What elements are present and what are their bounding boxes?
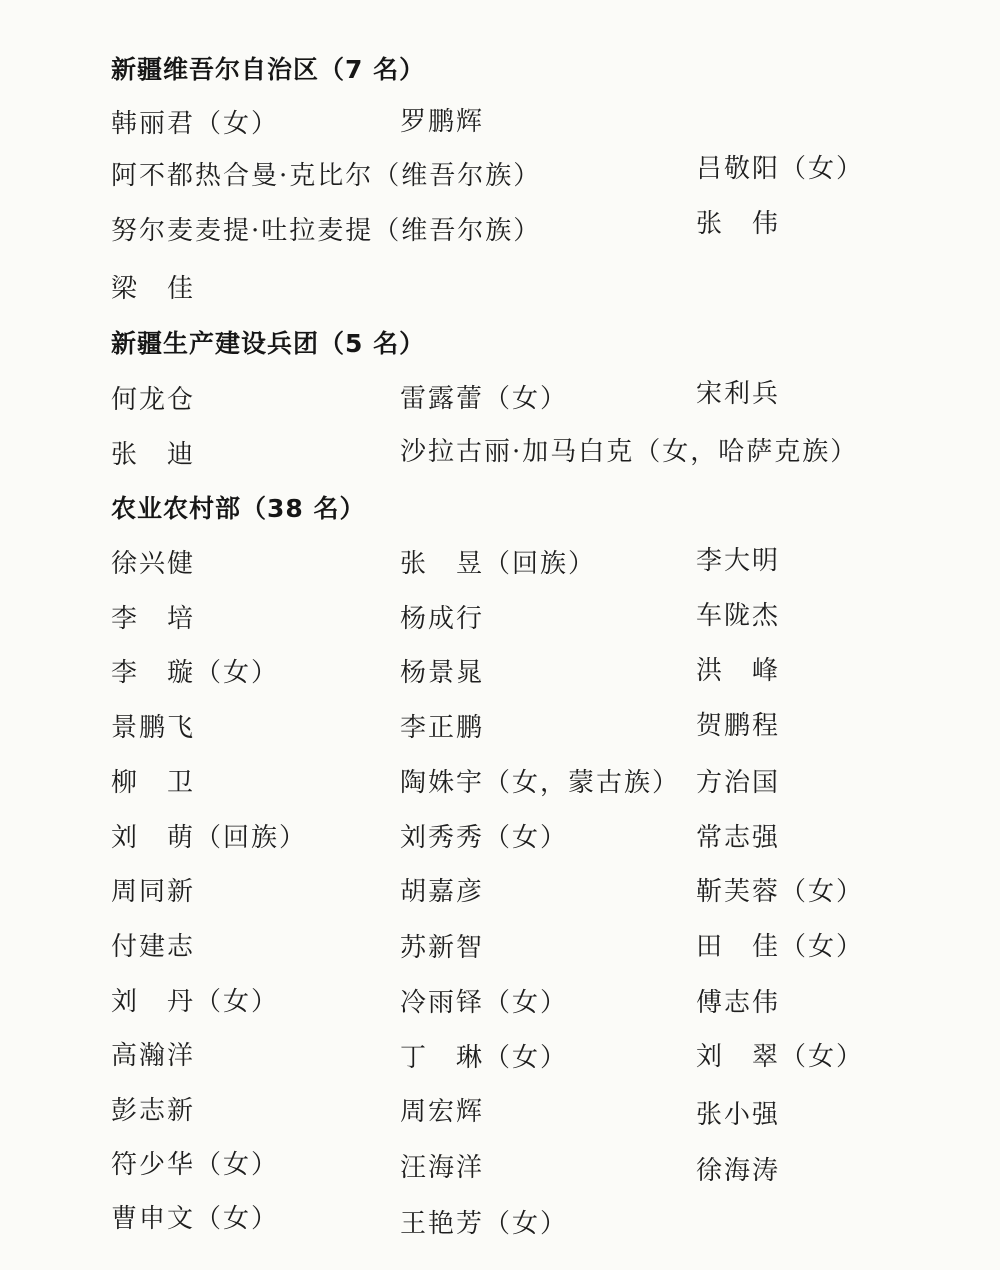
name-entry: 周宏辉 bbox=[400, 1097, 485, 1127]
name-entry: 徐兴健 bbox=[111, 549, 196, 579]
name-entry: 罗鹏辉 bbox=[400, 107, 485, 137]
name-entry: 刘 翠（女） bbox=[696, 1042, 865, 1072]
name-entry: 洪 峰 bbox=[696, 656, 781, 686]
name-entry: 王艳芳（女） bbox=[400, 1209, 569, 1239]
name-entry: 刘 萌（回族） bbox=[111, 823, 308, 853]
name-entry: 靳芙蓉（女） bbox=[696, 877, 865, 907]
name-entry: 李大明 bbox=[696, 546, 781, 576]
name-entry: 李 璇（女） bbox=[111, 658, 280, 688]
section-heading-moa: 农业农村部（38 名） bbox=[111, 494, 366, 523]
section-heading-bingtuan: 新疆生产建设兵团（5 名） bbox=[111, 329, 426, 358]
name-entry: 丁 琳（女） bbox=[400, 1043, 569, 1073]
name-entry: 李 培 bbox=[111, 604, 196, 634]
name-entry: 符少华（女） bbox=[111, 1150, 280, 1180]
name-entry: 曹申文（女） bbox=[111, 1204, 280, 1234]
name-entry: 张小强 bbox=[696, 1100, 781, 1130]
name-entry: 彭志新 bbox=[111, 1096, 196, 1126]
name-entry: 常志强 bbox=[696, 823, 781, 853]
name-entry: 高瀚洋 bbox=[111, 1041, 196, 1071]
name-entry: 陶姝宇（女，蒙古族） bbox=[400, 768, 681, 798]
name-entry: 何龙仓 bbox=[111, 385, 196, 415]
section-heading-xinjiang: 新疆维吾尔自治区（7 名） bbox=[111, 55, 426, 84]
name-entry: 阿不都热合曼·克比尔（维吾尔族） bbox=[111, 161, 542, 191]
name-entry: 冷雨铎（女） bbox=[400, 988, 569, 1018]
name-entry: 吕敬阳（女） bbox=[696, 154, 865, 184]
name-entry: 方治国 bbox=[696, 768, 781, 798]
name-entry: 梁 佳 bbox=[111, 274, 196, 304]
name-entry: 贺鹏程 bbox=[696, 711, 781, 741]
name-entry: 田 佳（女） bbox=[696, 932, 865, 962]
name-entry: 刘 丹（女） bbox=[111, 987, 280, 1017]
name-entry: 车陇杰 bbox=[696, 601, 781, 631]
name-entry: 雷露蕾（女） bbox=[400, 384, 569, 414]
name-entry: 杨景晁 bbox=[400, 658, 485, 688]
name-entry: 张 伟 bbox=[696, 209, 781, 239]
name-entry: 张 昱（回族） bbox=[400, 549, 597, 579]
name-entry: 付建志 bbox=[111, 932, 196, 962]
name-entry: 景鹏飞 bbox=[111, 713, 196, 743]
name-entry: 张 迪 bbox=[111, 440, 196, 470]
name-entry: 周同新 bbox=[111, 877, 196, 907]
name-entry: 刘秀秀（女） bbox=[400, 823, 569, 853]
name-entry: 汪海洋 bbox=[400, 1153, 485, 1183]
name-entry: 沙拉古丽·加马白克（女，哈萨克族） bbox=[400, 437, 859, 467]
name-entry: 努尔麦麦提·吐拉麦提（维吾尔族） bbox=[111, 216, 542, 246]
name-entry: 杨成行 bbox=[400, 604, 485, 634]
name-entry: 傅志伟 bbox=[696, 988, 781, 1018]
name-entry: 苏新智 bbox=[400, 933, 485, 963]
name-entry: 李正鹏 bbox=[400, 713, 485, 743]
name-entry: 徐海涛 bbox=[696, 1156, 781, 1186]
name-entry: 胡嘉彦 bbox=[400, 877, 485, 907]
name-entry: 韩丽君（女） bbox=[111, 109, 280, 139]
name-entry: 柳 卫 bbox=[111, 768, 196, 798]
name-entry: 宋利兵 bbox=[696, 379, 781, 409]
